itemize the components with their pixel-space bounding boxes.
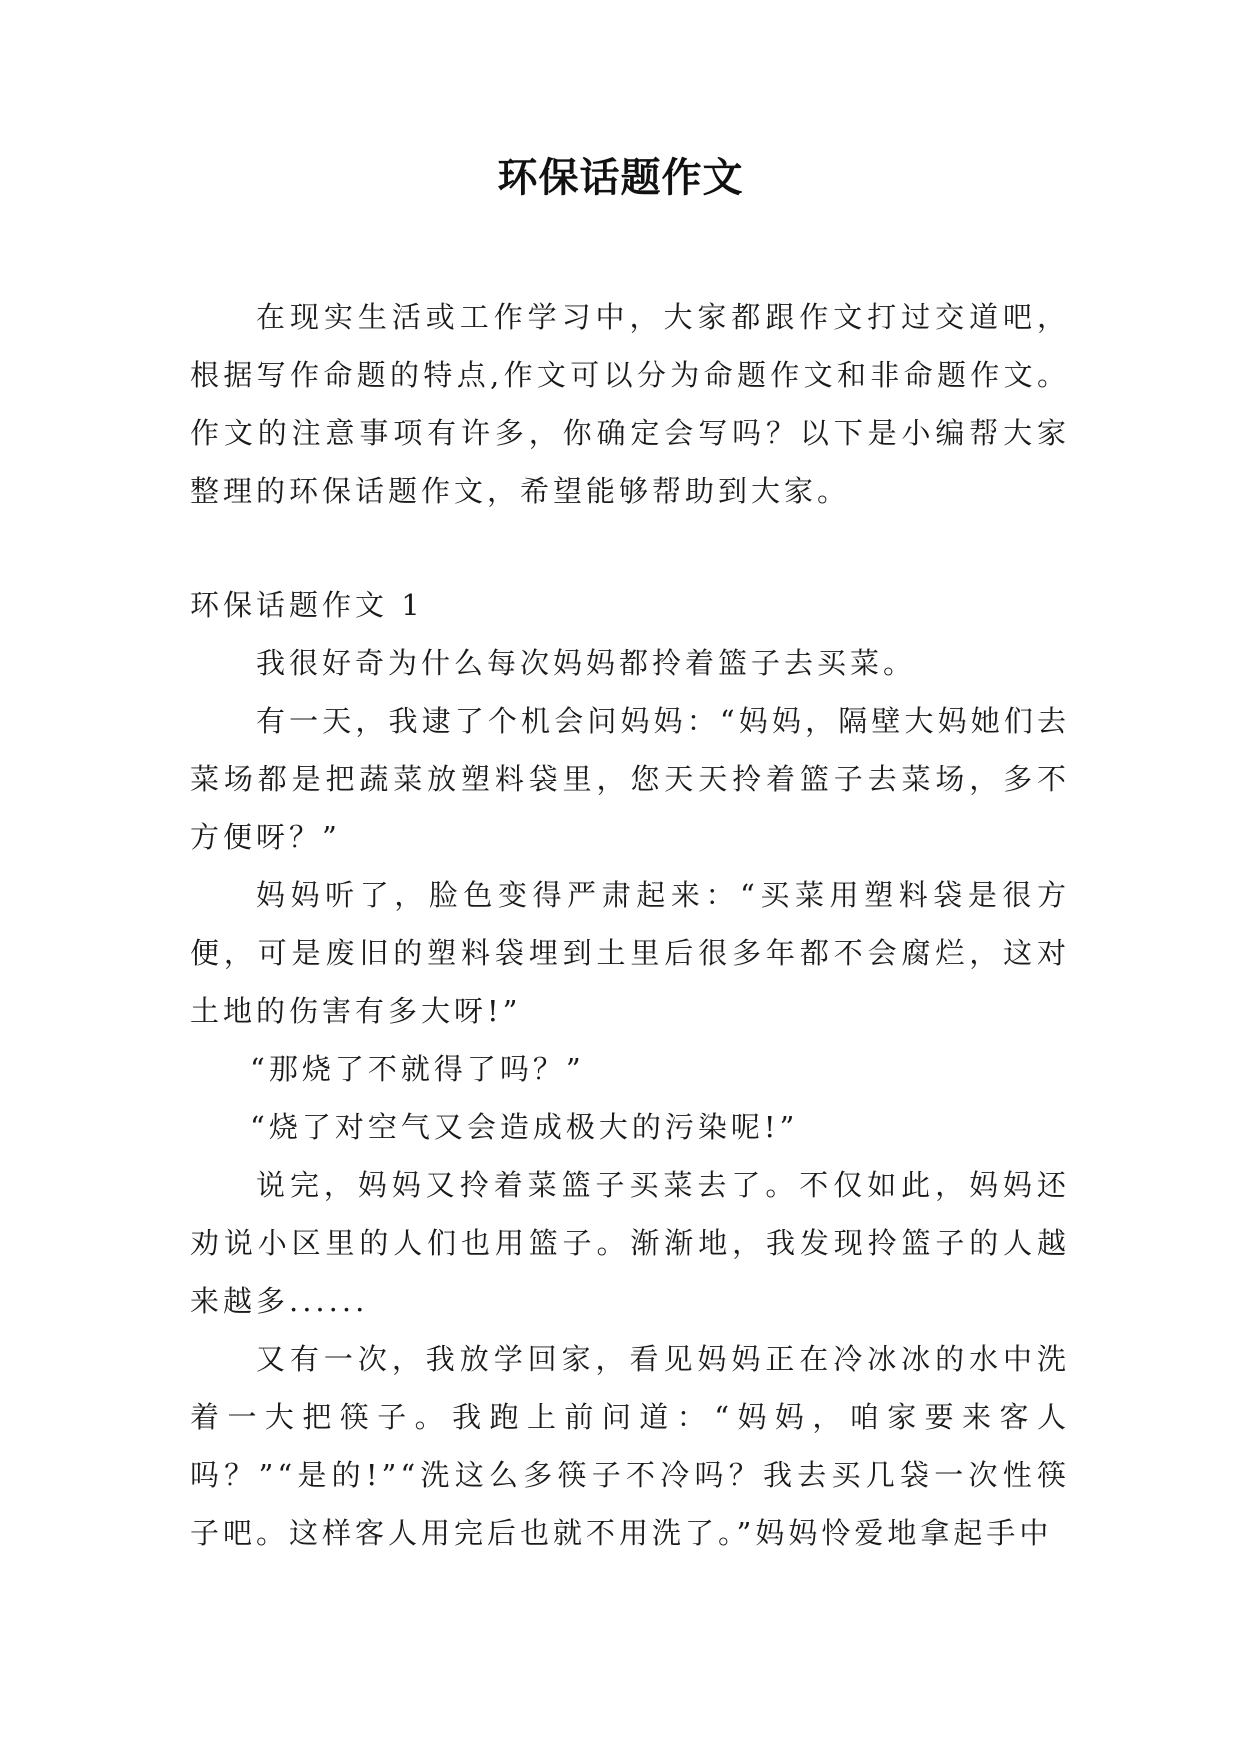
essay-paragraph: 又有一次，我放学回家，看见妈妈正在冷冰冰的水中洗着一大把筷子。我跑上前问道：“妈妈，咱家要来客人吗？”“是的!”“洗这么多筷子不冷吗？我去买几袋一次性筷子吧。这样客人用完后也就不用洗了。”妈妈怜爱地拿起手中 [190,1342,1070,1550]
essay-paragraph: 我很好奇为什么每次妈妈都拎着篮子去买菜。 [256,646,917,680]
intro-paragraph: 在现实生活或工作学习中，大家都跟作文打过交道吧，根据写作命题的特点,作文可以分为命题作文和非命题作文。作文的注意事项有许多，你确定会写吗？以下是小编帮大家整理的环保话题作文，希望能够帮助到大家。 [190,300,1070,508]
essay-section [190,576,1070,1562]
essay-paragraph: 有一天，我逮了个机会问妈妈：“妈妈，隔壁大妈她们去菜场都是把蔬菜放塑料袋里，您天天拎着篮子去菜场，多不方便呀？” [190,704,1070,854]
document-title: 环保话题作文 [497,155,744,201]
essay-paragraph: 妈妈听了，脸色变得严肃起来：“买菜用塑料袋是很方便，可是废旧的塑料袋埋到土里后很多年都不会腐烂，这对土地的伤害有多大呀!” [190,878,1070,1028]
essay-paragraph: “那烧了不就得了吗？” [250,1052,585,1086]
essay-heading: 环保话题作文 1 [190,588,424,622]
essay-paragraph: “烧了对空气又会造成极大的污染呢!” [250,1110,799,1144]
essay-paragraph: 说完，妈妈又拎着菜篮子买菜去了。不仅如此，妈妈还劝说小区里的人们也用篮子。渐渐地，我发现拎篮子的人越来越多...... [190,1168,1070,1318]
intro-section [190,288,1070,520]
